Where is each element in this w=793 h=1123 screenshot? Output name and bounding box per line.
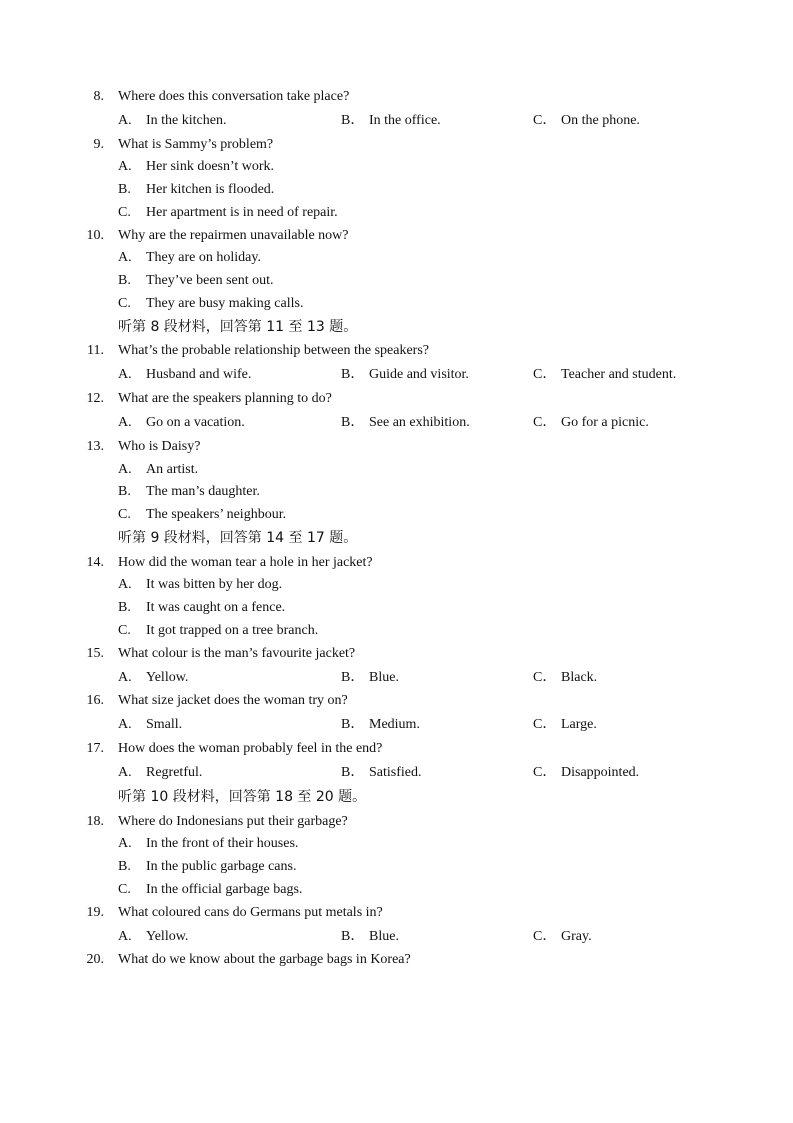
option-line xyxy=(0,113,793,129)
question-text: Why are the repairmen unavailable now? xyxy=(118,228,349,243)
section-heading xyxy=(0,789,793,805)
option-letter: C． xyxy=(533,929,557,944)
option-text: It was caught on a fence. xyxy=(146,600,286,615)
question-number: 10. xyxy=(86,228,104,243)
option-text: Her kitchen is flooded. xyxy=(146,182,275,197)
option-letter: C． xyxy=(533,670,557,685)
option-letter: C. xyxy=(118,507,131,522)
option-line xyxy=(0,600,793,616)
option-text: In the kitchen. xyxy=(146,113,227,128)
question-number: 13. xyxy=(86,439,104,454)
question-text: Where do Indonesians put their garbage? xyxy=(118,814,348,829)
option-text: Her apartment is in need of repair. xyxy=(146,205,338,220)
option-line xyxy=(0,765,793,781)
option-text: Go on a vacation. xyxy=(146,415,245,430)
option-line xyxy=(0,577,793,593)
section-instruction: 听第 9 段材料，回答第 14 至 17 题。 xyxy=(118,530,358,546)
option-text: In the front of their houses. xyxy=(146,836,299,851)
option-text: Husband and wife. xyxy=(146,367,252,382)
option-line xyxy=(0,462,793,478)
option-line xyxy=(0,882,793,898)
option-letter: C． xyxy=(533,717,557,732)
option-letter: A. xyxy=(118,577,132,592)
option-text: Satisfied. xyxy=(369,765,422,780)
option-line xyxy=(0,484,793,500)
option-text: Medium. xyxy=(369,717,420,732)
question-line xyxy=(0,228,793,244)
option-letter: B． xyxy=(341,717,365,732)
question-text: What colour is the man’s favourite jacket? xyxy=(118,646,356,661)
option-letter: B. xyxy=(118,600,131,615)
option-letter: C. xyxy=(118,623,131,638)
option-line xyxy=(0,836,793,852)
option-letter: C． xyxy=(533,765,557,780)
option-line xyxy=(0,717,793,733)
option-text: They are on holiday. xyxy=(146,250,261,265)
section-heading xyxy=(0,530,793,546)
option-letter: B． xyxy=(341,765,365,780)
option-text: Teacher and student. xyxy=(561,367,677,382)
option-line xyxy=(0,250,793,266)
question-number: 9. xyxy=(93,137,104,152)
option-text: In the public garbage cans. xyxy=(146,859,297,874)
option-line xyxy=(0,367,793,383)
option-text: Large. xyxy=(561,717,597,732)
option-text: Yellow. xyxy=(146,929,189,944)
option-text: Gray. xyxy=(561,929,592,944)
option-letter: C. xyxy=(118,882,131,897)
question-line xyxy=(0,391,793,407)
question-text: What coloured cans do Germans put metals in? xyxy=(118,905,383,920)
question-line xyxy=(0,952,793,968)
option-letter: B． xyxy=(341,113,365,128)
option-line xyxy=(0,296,793,312)
section-instruction: 听第 10 段材料，回答第 18 至 20 题。 xyxy=(118,789,367,805)
option-letter: A. xyxy=(118,765,132,780)
option-text: Guide and visitor. xyxy=(369,367,469,382)
question-line xyxy=(0,905,793,921)
question-number: 20. xyxy=(86,952,104,967)
option-text: Blue. xyxy=(369,670,399,685)
question-line xyxy=(0,439,793,455)
option-letter: C. xyxy=(118,296,131,311)
question-number: 8. xyxy=(93,89,104,104)
question-text: What do we know about the garbage bags in Korea? xyxy=(118,952,411,967)
option-letter: B． xyxy=(341,670,365,685)
option-text: In the office. xyxy=(369,113,441,128)
option-letter: B． xyxy=(341,367,365,382)
option-line xyxy=(0,929,793,945)
option-letter: C. xyxy=(118,205,131,220)
question-text: What size jacket does the woman try on? xyxy=(118,693,348,708)
question-line xyxy=(0,555,793,571)
option-letter: B. xyxy=(118,182,131,197)
option-line xyxy=(0,670,793,686)
option-text: Disappointed. xyxy=(561,765,640,780)
question-number: 16. xyxy=(86,693,104,708)
option-letter: A. xyxy=(118,717,132,732)
option-text: Her sink doesn’t work. xyxy=(146,159,275,174)
option-letter: B． xyxy=(341,929,365,944)
option-letter: C． xyxy=(533,367,557,382)
option-text: It was bitten by her dog. xyxy=(146,577,283,592)
option-text: The speakers’ neighbour. xyxy=(146,507,287,522)
option-letter: A. xyxy=(118,250,132,265)
question-number: 19. xyxy=(86,905,104,920)
option-text: An artist. xyxy=(146,462,199,477)
option-text: The man’s daughter. xyxy=(146,484,260,499)
question-text: What is Sammy’s problem? xyxy=(118,137,274,152)
question-text: What’s the probable relationship between the speakers? xyxy=(118,343,429,358)
section-instruction: 听第 8 段材料，回答第 11 至 13 题。 xyxy=(118,319,358,335)
question-number: 12. xyxy=(86,391,104,406)
option-letter: C． xyxy=(533,415,557,430)
option-line xyxy=(0,507,793,523)
option-text: Go for a picnic. xyxy=(561,415,649,430)
option-text: See an exhibition. xyxy=(369,415,470,430)
option-text: They’ve been sent out. xyxy=(146,273,274,288)
section-heading xyxy=(0,319,793,335)
question-text: How does the woman probably feel in the end? xyxy=(118,741,383,756)
question-line xyxy=(0,741,793,757)
option-text: In the official garbage bags. xyxy=(146,882,303,897)
option-letter: A. xyxy=(118,462,132,477)
option-letter: B. xyxy=(118,859,131,874)
option-line xyxy=(0,159,793,175)
option-line xyxy=(0,415,793,431)
option-letter: C． xyxy=(533,113,557,128)
question-text: Where does this conversation take place? xyxy=(118,89,350,104)
option-letter: B． xyxy=(341,415,365,430)
question-line xyxy=(0,814,793,830)
question-number: 18. xyxy=(86,814,104,829)
option-text: It got trapped on a tree branch. xyxy=(146,623,319,638)
option-line xyxy=(0,273,793,289)
option-text: Regretful. xyxy=(146,765,203,780)
option-text: Small. xyxy=(146,717,183,732)
question-number: 15. xyxy=(86,646,104,661)
option-letter: A. xyxy=(118,929,132,944)
option-text: They are busy making calls. xyxy=(146,296,304,311)
option-letter: A. xyxy=(118,415,132,430)
option-letter: A. xyxy=(118,113,132,128)
question-line xyxy=(0,693,793,709)
option-letter: A. xyxy=(118,836,132,851)
question-line xyxy=(0,137,793,153)
question-line xyxy=(0,343,793,359)
option-letter: A. xyxy=(118,367,132,382)
question-line xyxy=(0,646,793,662)
option-letter: A. xyxy=(118,159,132,174)
question-line xyxy=(0,89,793,105)
question-text: How did the woman tear a hole in her jacket? xyxy=(118,555,373,570)
option-letter: A. xyxy=(118,670,132,685)
option-letter: B. xyxy=(118,484,131,499)
question-text: Who is Daisy? xyxy=(118,439,201,454)
question-number: 14. xyxy=(86,555,104,570)
option-letter: B. xyxy=(118,273,131,288)
option-text: Black. xyxy=(561,670,598,685)
option-text: On the phone. xyxy=(561,113,640,128)
question-text: What are the speakers planning to do? xyxy=(118,391,332,406)
question-number: 11. xyxy=(87,343,104,358)
option-line xyxy=(0,182,793,198)
option-text: Yellow. xyxy=(146,670,189,685)
option-line xyxy=(0,623,793,639)
question-number: 17. xyxy=(86,741,104,756)
option-line xyxy=(0,859,793,875)
option-line xyxy=(0,205,793,221)
option-text: Blue. xyxy=(369,929,399,944)
